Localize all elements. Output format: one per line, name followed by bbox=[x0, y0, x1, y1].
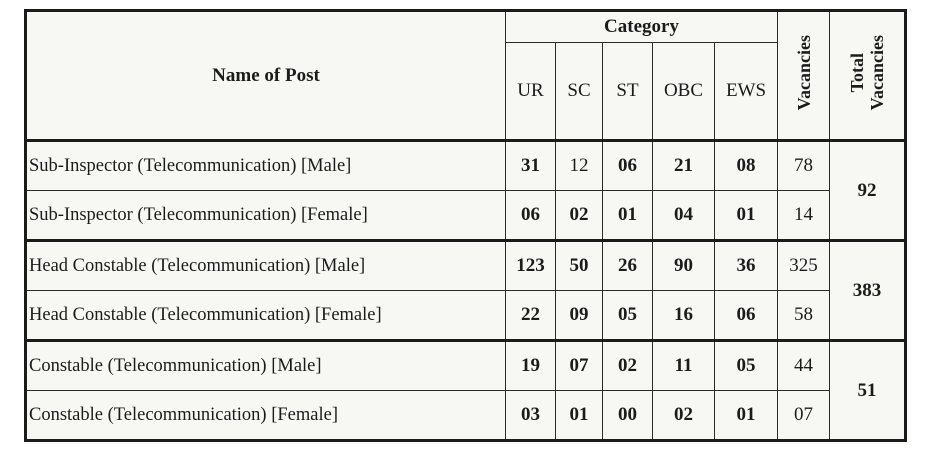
post-name: Constable (Telecommunication) [Male] bbox=[26, 341, 506, 391]
ur-value: 19 bbox=[506, 341, 556, 391]
table-row bbox=[26, 241, 906, 291]
st-value: 05 bbox=[603, 291, 653, 341]
vacancies-value: 325 bbox=[778, 241, 830, 291]
obc-value: 90 bbox=[653, 241, 715, 291]
vacancies-value: 78 bbox=[778, 141, 830, 191]
name-of-post-header: Name of Post bbox=[26, 11, 506, 141]
total-vacancies-value: 92 bbox=[830, 141, 906, 241]
total-vacancies-value: 383 bbox=[830, 241, 906, 341]
obc-value: 11 bbox=[653, 341, 715, 391]
st-value: 02 bbox=[603, 341, 653, 391]
ews-value: 36 bbox=[715, 241, 778, 291]
vacancies-value: 44 bbox=[778, 341, 830, 391]
sc-value: 01 bbox=[556, 391, 603, 441]
category-sc: SC bbox=[556, 43, 603, 141]
sc-value: 50 bbox=[556, 241, 603, 291]
total-vacancies-value: 51 bbox=[830, 341, 906, 441]
ur-value: 22 bbox=[506, 291, 556, 341]
vacancies-value: 58 bbox=[778, 291, 830, 341]
post-name: Head Constable (Telecommunication) [Female] bbox=[26, 291, 506, 341]
vacancies-header: Vacancies bbox=[778, 11, 830, 141]
ews-value: 01 bbox=[715, 191, 778, 241]
ur-value: 03 bbox=[506, 391, 556, 441]
header-row-top bbox=[26, 11, 906, 43]
ur-value: 31 bbox=[506, 141, 556, 191]
vacancies-value: 07 bbox=[778, 391, 830, 441]
vacancy-table bbox=[24, 9, 907, 442]
post-name: Head Constable (Telecommunication) [Male] bbox=[26, 241, 506, 291]
obc-value: 04 bbox=[653, 191, 715, 241]
table-row bbox=[26, 291, 906, 341]
ews-value: 06 bbox=[715, 291, 778, 341]
post-name: Sub-Inspector (Telecommunication) [Male] bbox=[26, 141, 506, 191]
ews-value: 08 bbox=[715, 141, 778, 191]
table-row bbox=[26, 341, 906, 391]
obc-value: 21 bbox=[653, 141, 715, 191]
category-ur: UR bbox=[506, 43, 556, 141]
category-obc: OBC bbox=[653, 43, 715, 141]
vacancies-value: 14 bbox=[778, 191, 830, 241]
ur-value: 06 bbox=[506, 191, 556, 241]
post-name: Constable (Telecommunication) [Female] bbox=[26, 391, 506, 441]
category-header: Category bbox=[506, 11, 778, 43]
st-value: 00 bbox=[603, 391, 653, 441]
ews-value: 05 bbox=[715, 341, 778, 391]
category-st: ST bbox=[603, 43, 653, 141]
st-value: 06 bbox=[603, 141, 653, 191]
ur-value: 123 bbox=[506, 241, 556, 291]
st-value: 26 bbox=[603, 241, 653, 291]
sc-value: 09 bbox=[556, 291, 603, 341]
ews-value: 01 bbox=[715, 391, 778, 441]
st-value: 01 bbox=[603, 191, 653, 241]
sc-value: 07 bbox=[556, 341, 603, 391]
table-row bbox=[26, 191, 906, 241]
total-vacancies-header: Total Vacancies bbox=[830, 11, 906, 141]
table-row bbox=[26, 391, 906, 441]
sc-value: 02 bbox=[556, 191, 603, 241]
table-row bbox=[26, 141, 906, 191]
obc-value: 16 bbox=[653, 291, 715, 341]
category-ews: EWS bbox=[715, 43, 778, 141]
post-name: Sub-Inspector (Telecommunication) [Female] bbox=[26, 191, 506, 241]
obc-value: 02 bbox=[653, 391, 715, 441]
vacancy-table-container bbox=[24, 9, 907, 442]
sc-value: 12 bbox=[556, 141, 603, 191]
